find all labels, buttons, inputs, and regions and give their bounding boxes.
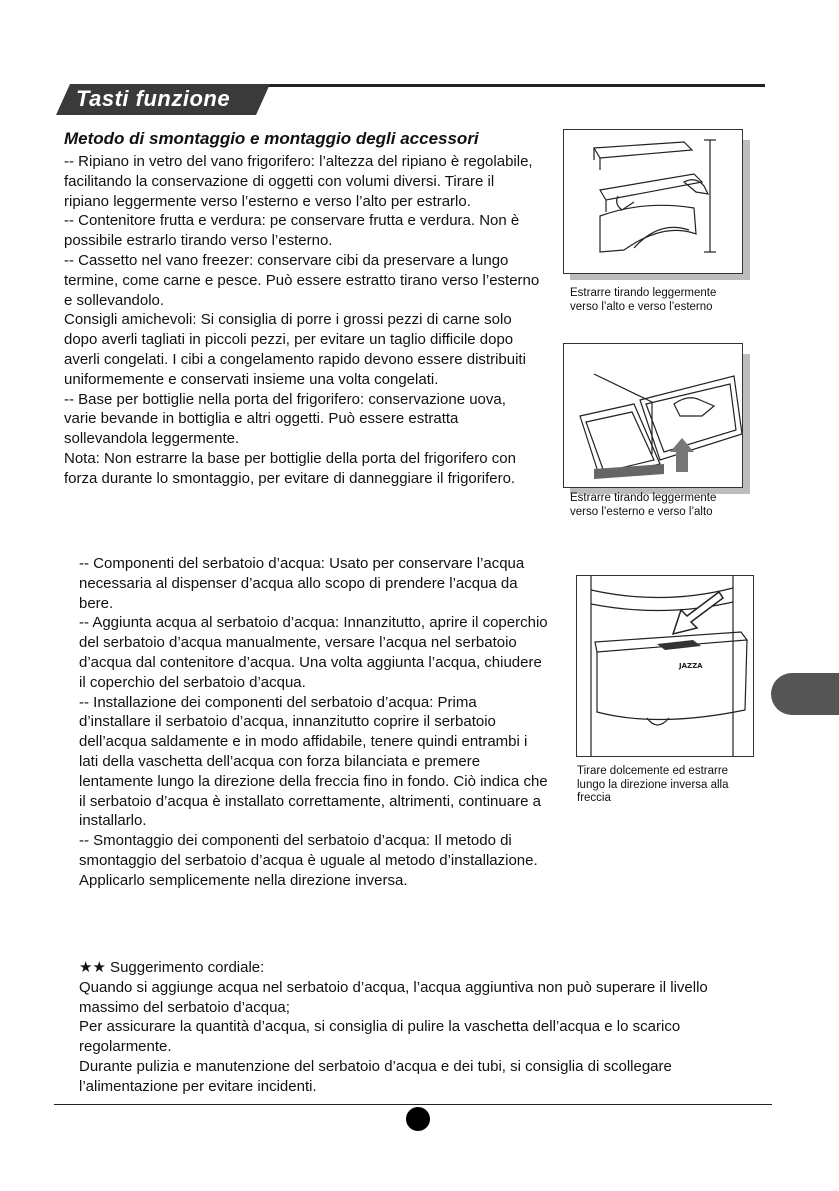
section-title: Metodo di smontaggio e montaggio degli accessori bbox=[64, 129, 479, 148]
caption-door: Estrarre tirando leggermente verso l’esterno e verso l’alto bbox=[570, 492, 717, 518]
shelf-illustration bbox=[564, 130, 742, 273]
tip-line-3: Durante pulizia e manutenzione del serbatoio d’acqua e dei tubi, si consiglia di scollegare l’alimentazione per evitare incidenti. bbox=[79, 1057, 672, 1095]
footer-rule bbox=[54, 1104, 772, 1105]
figure-water-tank bbox=[576, 575, 754, 757]
page-number-dot bbox=[406, 1107, 430, 1131]
figure-shelf bbox=[563, 129, 743, 274]
tip-line-1: Quando si aggiunge acqua nel serbatoio d’acqua, l’acqua aggiuntiva non può superare il livello massimo del serbatoio d’acqua; bbox=[79, 978, 708, 1016]
tank-logo: JAZZA bbox=[679, 662, 703, 670]
accessories-text bbox=[64, 152, 542, 489]
water-tank-text bbox=[79, 554, 549, 891]
figure-door bbox=[563, 343, 743, 488]
caption-water-tank: Tirare dolcemente ed estrarre lungo la direzione inversa alla freccia bbox=[577, 765, 729, 804]
water-tank-illustration bbox=[577, 576, 753, 756]
paragraph-bottle-rack: -- Base per bottiglie nella porta del frigorifero: conservazione uova, varie bevande in bottiglia e altri oggetti. Può essere estratta sollevandola leggermente. bbox=[64, 390, 506, 448]
paragraph-crisper: -- Contenitore frutta e verdura: pe conservare frutta e verdura. Non è possibile estrarlo tirando verso l’esterno. bbox=[64, 212, 520, 250]
paragraph-tips: Consigli amichevoli: Si consiglia di porre i grossi pezzi di carne solo dopo averli tagliati in piccoli pezzi, per evitare un taglio difficile dopo averli congelati. I cibi a congelamento rapido devono essere distribuiti uniformemente e conservati insieme una volta congelati. bbox=[64, 311, 526, 388]
paragraph-tank-install: -- Installazione dei componenti del serbatoio d’acqua: Prima d’installare il serbatoio d’acqua, innanzitutto coprire il serbatoio dell’acqua saldamente e in modo affidabile, tenere quindi entrambi i lati della vaschetta dell’acqua con forza bilanciata e premere lentamente lungo la direzione della freccia fino in fondo. Ciò indica che il serbatoio d’acqua è installato correttamente, altrimenti, continuare a installarlo. bbox=[79, 693, 548, 830]
tip-line-2: Per assicurare la quantità d’acqua, si consiglia di pulire la vaschetta dell’acqua e lo scarico regolarmente. bbox=[79, 1018, 681, 1056]
paragraph-freezer-drawer: -- Cassetto nel vano freezer: conservare cibi da preservare a lungo termine, come carne e pesce. Può essere estratto tirano verso l’esterno e sollevandolo. bbox=[64, 251, 540, 309]
header-rule bbox=[258, 84, 765, 87]
page-title: Tasti funzione bbox=[76, 86, 231, 111]
cordial-tip bbox=[79, 958, 769, 1097]
paragraph-shelf: -- Ripiano in vetro del vano frigorifero: l’altezza del ripiano è regolabile, facilitando la conservazione di oggetti con volumi diversi. Tirare il ripiano leggermente verso l’esterno e verso l’alto per estrarlo. bbox=[64, 153, 533, 210]
chapter-side-tab bbox=[771, 673, 839, 715]
tip-heading: ★★ Suggerimento cordiale: bbox=[79, 959, 265, 976]
door-illustration bbox=[564, 344, 742, 487]
paragraph-tank-remove: -- Smontaggio dei componenti del serbatoio d’acqua: Il metodo di smontaggio del serbatoio d’acqua è uguale al metodo d’installazione. Applicarlo semplicemente nella direzione inversa. bbox=[79, 832, 538, 889]
paragraph-tank-components: -- Componenti del serbatoio d’acqua: Usato per conservare l’acqua necessaria al dispenser d’acqua allo scopo di prendere l’acqua da bere. bbox=[79, 555, 525, 612]
paragraph-tank-fill: -- Aggiunta acqua al serbatoio d’acqua: Innanzitutto, aprire il coperchio del serbatoio d’acqua manualmente, versare l’acqua nel serbatoio d’acqua dal contenitore d’acqua. Una volta aggiunta l’acqua, chiudere il coperchio del serbatoio d’acqua. bbox=[79, 614, 548, 691]
caption-shelf: Estrarre tirando leggermente verso l’alto e verso l’esterno bbox=[570, 287, 717, 313]
paragraph-note: Nota: Non estrarre la base per bottiglie della porta del frigorifero con forza durante lo smontaggio, per evitare di danneggiare il frigorifero. bbox=[64, 449, 516, 487]
